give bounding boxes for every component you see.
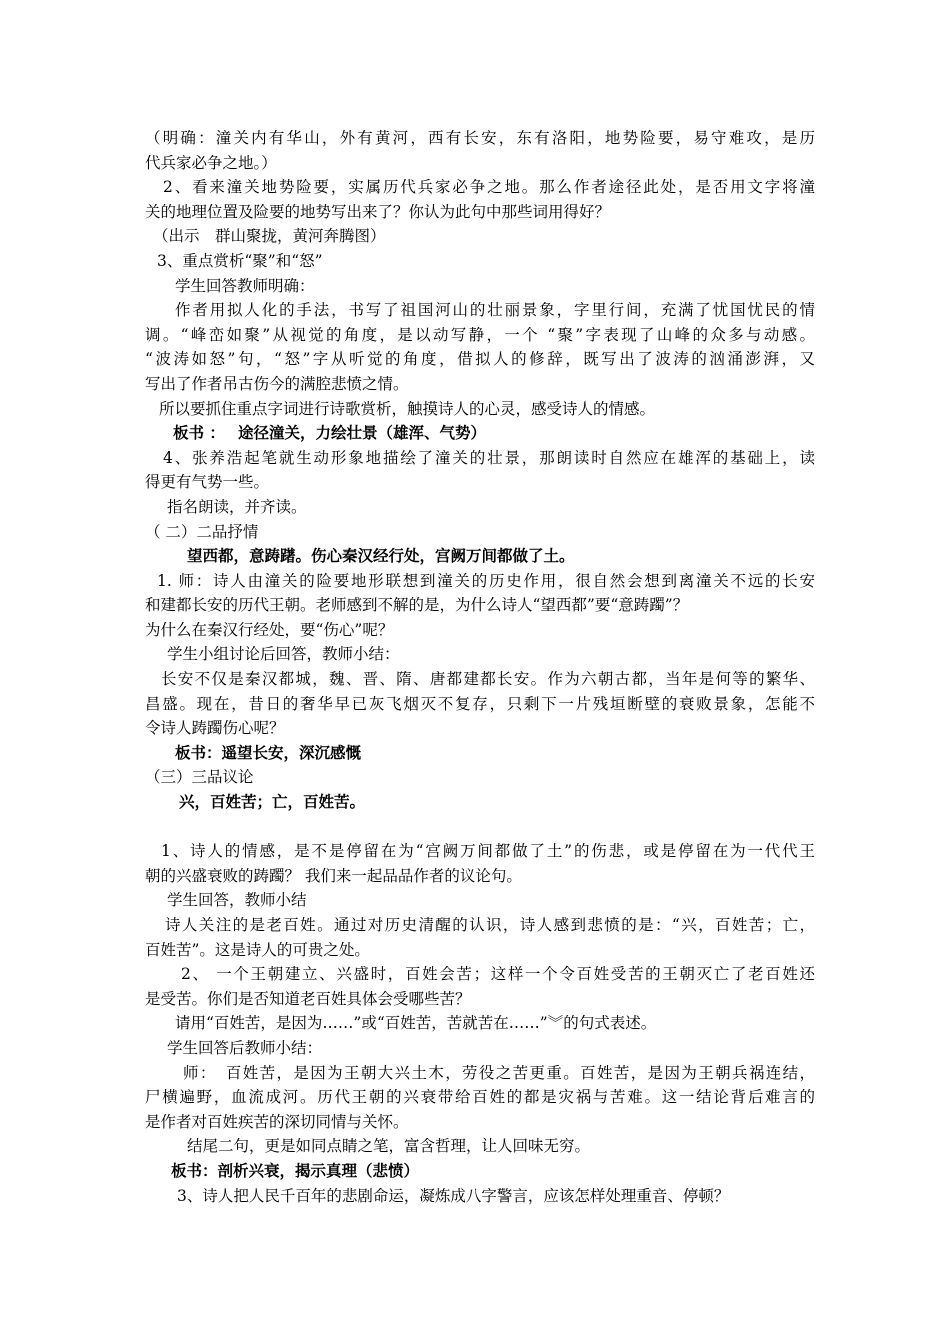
paragraph-line: 调。“峰峦如聚”从视觉的角度，是以动写静，一个 “聚”字表现了山峰的众多与动感。 (145, 325, 815, 344)
blank-line (145, 815, 815, 840)
paragraph-line: 百姓苦”。这是诗人的可贵之处。 (145, 940, 370, 959)
paragraph-line: 结尾二句，更是如同点睛之笔，富含哲理，让人回味无穷。 (187, 1137, 591, 1156)
poem-quote: 兴，百姓苦；亡，百姓苦。 (179, 792, 366, 812)
paragraph-line: 昌盛。现在，昔日的奢华早已灰飞烟灭不复存，只剩下一片残垣断壁的衰败景象，怎能不 (145, 694, 815, 713)
section-heading: （三）三品议论 (145, 768, 254, 787)
paragraph-line: 代兵家必争之地。） (145, 153, 277, 172)
board-note: 板书：遥望长安，深沉感慨 (175, 742, 362, 762)
paragraph-line: 师： 百姓苦，是因为王朝大兴土木，劳役之苦更重。百姓苦，是因为王朝兵祸连结， (183, 1063, 815, 1082)
paragraph-line: 作者用拟人化的手法，书写了祖国河山的壮丽景象，字里行间，充满了忧国忧民的情 (175, 301, 815, 320)
paragraph-line: 朝的兴盛衰败的踌躅？ 我们来一起品品作者的议论句。 (145, 866, 522, 885)
paragraph-line: 指名朗读，并齐读。 (167, 497, 307, 516)
paragraph-line: 学生回答教师明确： (175, 276, 315, 295)
paragraph-line: （出示 群山聚拢，黄河奔腾图） (153, 227, 386, 246)
paragraph-line: 长安不仅是秦汉都城，魏、晋、隋、唐都建都长安。作为六朝古都，当年是何等的繁华、 (161, 670, 815, 689)
paragraph-line: 诗人关注的是老百姓。通过对历史清醒的认识，诗人感到悲愤的是：“兴，百姓苦；亡， (165, 916, 815, 934)
paragraph-line: 写出了作者吊古伤今的满腔悲愤之情。 (145, 374, 409, 393)
section-heading: （ 二）二品抒情 (145, 522, 259, 541)
paragraph-line: 学生回答，教师小结 (167, 891, 307, 910)
paragraph-line: 1. 师：诗人由潼关的险要地形联想到潼关的历史作用，很自然会想到离潼关不远的长安 (157, 571, 815, 590)
paragraph-line: 得更有气势一些。 (145, 473, 270, 492)
paragraph-line: 学生小组讨论后回答，教师小结： (167, 645, 400, 664)
paragraph-line: 所以要抓住重点字词进行诗歌赏析，触摸诗人的心灵，感受诗人的情感。 (159, 399, 656, 418)
paragraph-line: 和建都长安的历代王朝。老师感到不解的是，为什么诗人“望西都”要“意踌躅”？ (145, 596, 689, 615)
paragraph-line: 尸横遍野，血流成河。历代王朝的兴衰带给百姓的都是灾祸与苦难。这一结论背后难言的 (145, 1088, 815, 1107)
section-heading: 3、重点赏析“聚”和“怒” (157, 251, 323, 270)
paragraph-line: 令诗人踌躅伤心呢？ (145, 719, 285, 738)
board-note: 板书：剖析兴衰，揭示真理（悲愤） (171, 1160, 420, 1180)
paragraph-line: 关的地理位置及险要的地势写出来了？你认为此句中那些词用得好？ (145, 202, 611, 221)
paragraph-line: 2、看来潼关地势险要，实属历代兵家必争之地。那么作者途径此处，是否用文字将潼 (163, 178, 815, 197)
paragraph-line: 为什么在秦汉行经处，要“伤心”呢？ (145, 620, 394, 639)
paragraph-line: 学生回答后教师小结： (167, 1038, 323, 1057)
paragraph-line: 2、 一个王朝建立、兴盛时，百姓会苦；这样一个令百姓受苦的王朝灭亡了老百姓还 (181, 965, 815, 984)
paragraph-line: “波涛如怒”句，“怒”字从听觉的角度，借拟人的修辞，既写出了波涛的汹涌澎湃，又 (145, 350, 815, 369)
paragraph-line: 请用“百姓苦，是因为……”或“百姓苦，苦就苦在……”︾的句式表述。 (175, 1014, 657, 1033)
paragraph-line: 4、张养浩起笔就生动形象地描绘了潼关的壮景，那朗读时自然应在雄浑的基础上，读 (163, 448, 815, 467)
paragraph-line: （明确：潼关内有华山，外有黄河，西有长安，东有洛阳，地势险要，易守难攻，是历 (145, 129, 815, 147)
document-body (145, 126, 815, 1208)
paragraph-line: 是受苦。你们是否知道老百姓具体会受哪些苦？ (145, 989, 471, 1008)
poem-quote: 望西都，意踌躇。伤心秦汉经行处，宫阙万间都做了土。 (187, 546, 575, 566)
paragraph-line: 3、诗人把人民千百年的悲剧命运，凝炼成八字警言，应该怎样处理重音、停顿？ (177, 1186, 730, 1205)
board-note: 板书 ： 途径潼关，力绘壮景（雄浑、气势） (173, 423, 487, 443)
paragraph-line: 是作者对百姓疾苦的深切同情与关怀。 (145, 1112, 409, 1131)
paragraph-line: 1、诗人的情感，是不是停留在为“宫阙万间都做了土”的伤悲，或是停留在为一代代王 (161, 842, 815, 861)
